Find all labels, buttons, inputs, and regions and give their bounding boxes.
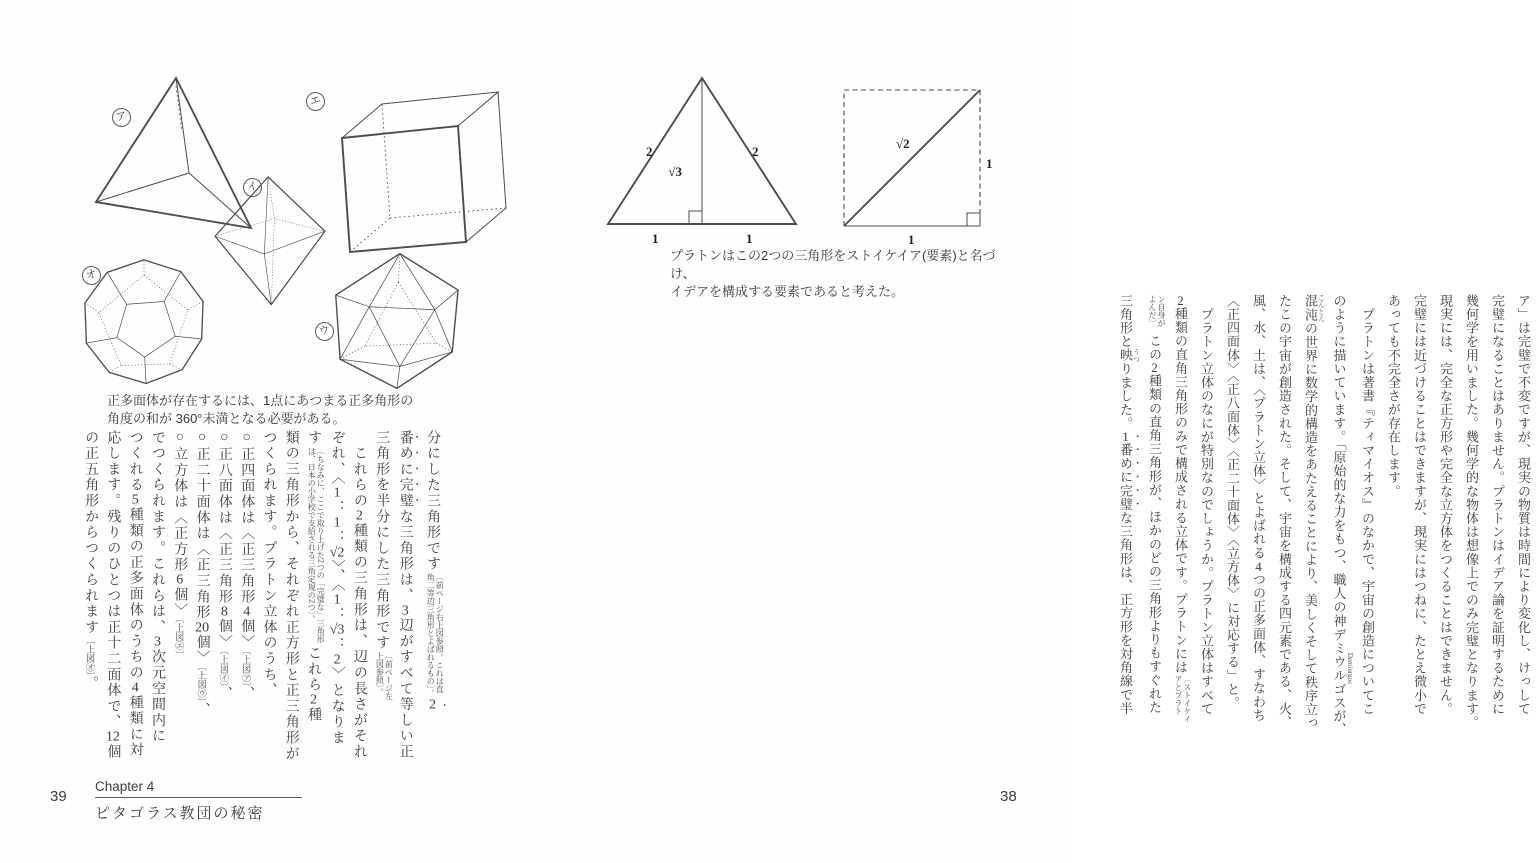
right-figure-caption <box>670 247 1000 301</box>
text-column: 2種類の直角三角形のみで構成される立体です。プラトンには〔ストイケイアとプラト <box>1167 294 1193 746</box>
page-number-left: 39 <box>50 788 67 805</box>
tcy-number: √2 <box>329 545 345 560</box>
tcy-number: 2 <box>1177 294 1184 307</box>
triangle-base-left-label: 1 <box>652 231 659 246</box>
text-column: つくれる5種類の正多面体のうちの4種類に対 <box>127 430 143 759</box>
emphasis-text: 1 <box>1122 430 1129 444</box>
tcy-number: 2 <box>355 509 363 523</box>
inline-note: 〔上図㋒〕 <box>196 666 207 703</box>
tcy-number: √3 <box>329 623 345 638</box>
equilateral-triangle-figure <box>600 72 805 247</box>
text-column: 風、水、土は、〈プラトン立体〉とよばれる4つの正多面体、すなわち <box>1251 294 1266 723</box>
emphasis-text: 番めに完璧 <box>397 430 413 509</box>
ruby-text: デミウルゴス Demiurgos <box>1331 627 1354 710</box>
chapter-title: ピタゴラス教団の秘密 <box>95 806 265 822</box>
polyhedra-figure <box>0 0 500 400</box>
triangle-height-label: √3 <box>668 164 682 179</box>
emphasis-text: 番めに完璧 <box>1118 443 1133 512</box>
inline-note: 〔ちなみに、ここで取り上げた2つの「完璧な」三角形は、日本の小学校で支給される三角定規の2つ〕。 <box>307 446 326 643</box>
page-number-right: 38 <box>1000 788 1017 805</box>
triangle-base-right-label: 1 <box>746 231 753 246</box>
label-cube: エ <box>304 90 327 113</box>
tcy-number: 4 <box>131 681 139 696</box>
inline-note: ン自身がよんだ〕 <box>1147 295 1166 327</box>
caption-line: 正多面体が存在するには、1点にあつまる正多角形の <box>107 393 414 408</box>
label-octahedron: イ <box>241 176 264 199</box>
text-column: 現実には、完全な正方形や完全な立方体をつくることはできません。 <box>1438 294 1453 716</box>
ruby-text: 混沌 こんとん <box>1303 294 1326 322</box>
caption-line: プラトンはこの2つの三角形をストイケイア(要素)と名づけ、 <box>670 248 996 281</box>
text-column: 混沌 こんとんの世界に数学的構造をあたえることにより、美しくそして秩序立っ <box>1303 294 1326 730</box>
text-column: ン自身がよんだ〕この2種類の直角三角形が、ほかのどの三角形よりもすぐれた <box>1147 295 1166 715</box>
tcy-number: 1 <box>333 593 341 608</box>
text-column: 〈正四面体〉〈正八面体〉〈正二十面体〉〈立方体〉に対応する」と。 <box>1225 294 1240 710</box>
square-diagonal-label: √2 <box>896 136 910 151</box>
octahedron-figure <box>210 172 330 310</box>
inline-note: 〔上図㋓〕 <box>174 618 185 660</box>
text-column: ○正二十面体は〈正三角形20個〉〔上図㋒〕、 <box>194 430 210 719</box>
square-right-label: 1 <box>986 156 993 171</box>
text-column: これらの2種類の三角形は、辺の長さがそれ <box>351 430 367 760</box>
tcy-number: 3 <box>154 635 161 650</box>
square-bottom-label: 1 <box>908 232 915 247</box>
label-icosahedron: ウ <box>313 320 336 343</box>
text-column: 三角形を半分にした三角形です〔前ページ左上図参照〕。 <box>370 430 394 764</box>
chapter-divider <box>95 797 302 798</box>
tcy-number: 20 <box>195 620 210 635</box>
text-column: でつくられます。これらは、3次元空間内に <box>150 430 165 745</box>
text-column: たこの宇宙が創造された。そして、宇宙を構成する四元素である、火、 <box>1277 294 1292 730</box>
inline-note: 〔上図㋐〕 <box>241 650 252 687</box>
text-column: ぞれ、〈1：1：√2〉、〈1：√3：2〉となりま <box>329 430 345 746</box>
text-column: の正五角形からつくられます〔上図㋔〕。 <box>83 430 99 692</box>
text-column: 完璧には近づけることはできますが、現実にはつねに、たとえ微小で <box>1412 294 1427 716</box>
text-column: 三角形と映 うつりました。1番めに完璧な三角形は、正方形を対角線で半 <box>1118 294 1141 716</box>
text-column: 分にした三角形です〔前ページ右上図参照。これは直角二等辺三角形とよばれるもの〕。2 <box>425 430 445 713</box>
text-column: す〔ちなみに、ここで取り上げた2つの「完璧な」三角形は、日本の小学校で支給される三角定規の2つ〕。これら2種 <box>306 430 326 724</box>
text-column: 幾何学を用いました。幾何学的な物体は想像上でのみ完璧となります。 <box>1464 294 1479 730</box>
triangle-side-right-label: 2 <box>752 144 759 159</box>
text-column: ア」は完璧で不変ですが、現実の物質は時間により変化し、けっして <box>1516 294 1531 716</box>
tcy-number: 1 <box>333 516 341 531</box>
cube-figure <box>320 80 520 265</box>
caption-line: イデアを構成する要素であると考えた。 <box>670 284 905 299</box>
label-dodecahedron: オ <box>80 264 103 287</box>
text-column: 番めに完璧な三角形は、3辺がすべて等しい正 <box>397 430 413 761</box>
tcy-number: 2 <box>333 652 341 667</box>
text-column: プラトンは著書『ティマイオス』のなかで、宇宙の創造についてこ <box>1360 294 1375 716</box>
text-column: のように描いています。「原始的な力をもつ、職人の神デミウルゴス Demiurgosが、 <box>1331 294 1354 737</box>
tcy-number: 6 <box>176 573 184 588</box>
inline-note: 〔上図㋑〕 <box>218 650 229 687</box>
inline-note: 〔前ページ左上図参照〕。 <box>375 652 394 701</box>
tcy-number: 12 <box>105 730 120 745</box>
tcy-number: 2 <box>1151 361 1158 375</box>
tcy-number: 4 <box>1255 559 1262 573</box>
right-body-text <box>1118 294 1536 746</box>
tcy-number: 2 <box>310 693 318 708</box>
icosahedron-figure <box>325 250 471 392</box>
text-column: 類の三角形から、それぞれ正方形と正三角形が <box>283 430 299 762</box>
label-tetrahedron: ア <box>110 106 133 129</box>
text-column: 応します。残りのひとつは正十二面体で、12個 <box>105 430 121 761</box>
tcy-number: 8 <box>220 604 228 619</box>
text-column: ○正四面体は〈正三角形4個〉〔上図㋐〕、 <box>239 430 255 703</box>
triangle-side-left-label: 2 <box>646 144 653 159</box>
tcy-number: 1 <box>333 486 341 501</box>
chapter-label: Chapter 4 <box>95 779 155 794</box>
tcy-number: 3 <box>401 603 409 618</box>
inline-note: 〔上図㋔〕 <box>85 635 96 676</box>
text-column: ○立方体は〈正方形6個〉〔上図㋓〕 <box>172 430 188 660</box>
tcy-number: 5 <box>131 493 139 508</box>
text-column: 完璧になることはありません。プラトンはイデア論を証明するために <box>1490 294 1505 716</box>
text-column: つくられます。プラトン立体のうち、 <box>261 430 277 699</box>
inline-note: 〔前ページ右上図参照。これは直角二等辺三角形とよばれるもの〕。 <box>426 573 445 698</box>
inline-note: 〔ストイケイアとプラト <box>1173 675 1192 724</box>
text-column: プラトン立体のなにが特別なのでしょうか。プラトン立体はすべて <box>1199 294 1214 716</box>
chapter-footer <box>95 779 302 823</box>
square-diagonal-figure <box>838 84 998 249</box>
left-figure-caption <box>107 392 452 428</box>
tcy-number: 4 <box>243 604 251 619</box>
page-left <box>0 0 500 863</box>
left-body-text <box>83 430 448 764</box>
page-right <box>500 0 1531 863</box>
emphasis-text: 2 <box>429 698 436 713</box>
text-column: あっても不完全さが存在します。 <box>1386 294 1401 498</box>
caption-line: 角度の和が 360°未満となる必要がある。 <box>107 411 346 426</box>
ruby-text: 映 うつ <box>1118 348 1141 363</box>
text-column: ○正八面体は〈正三角形8個〉〔上図㋑〕、 <box>216 430 232 703</box>
